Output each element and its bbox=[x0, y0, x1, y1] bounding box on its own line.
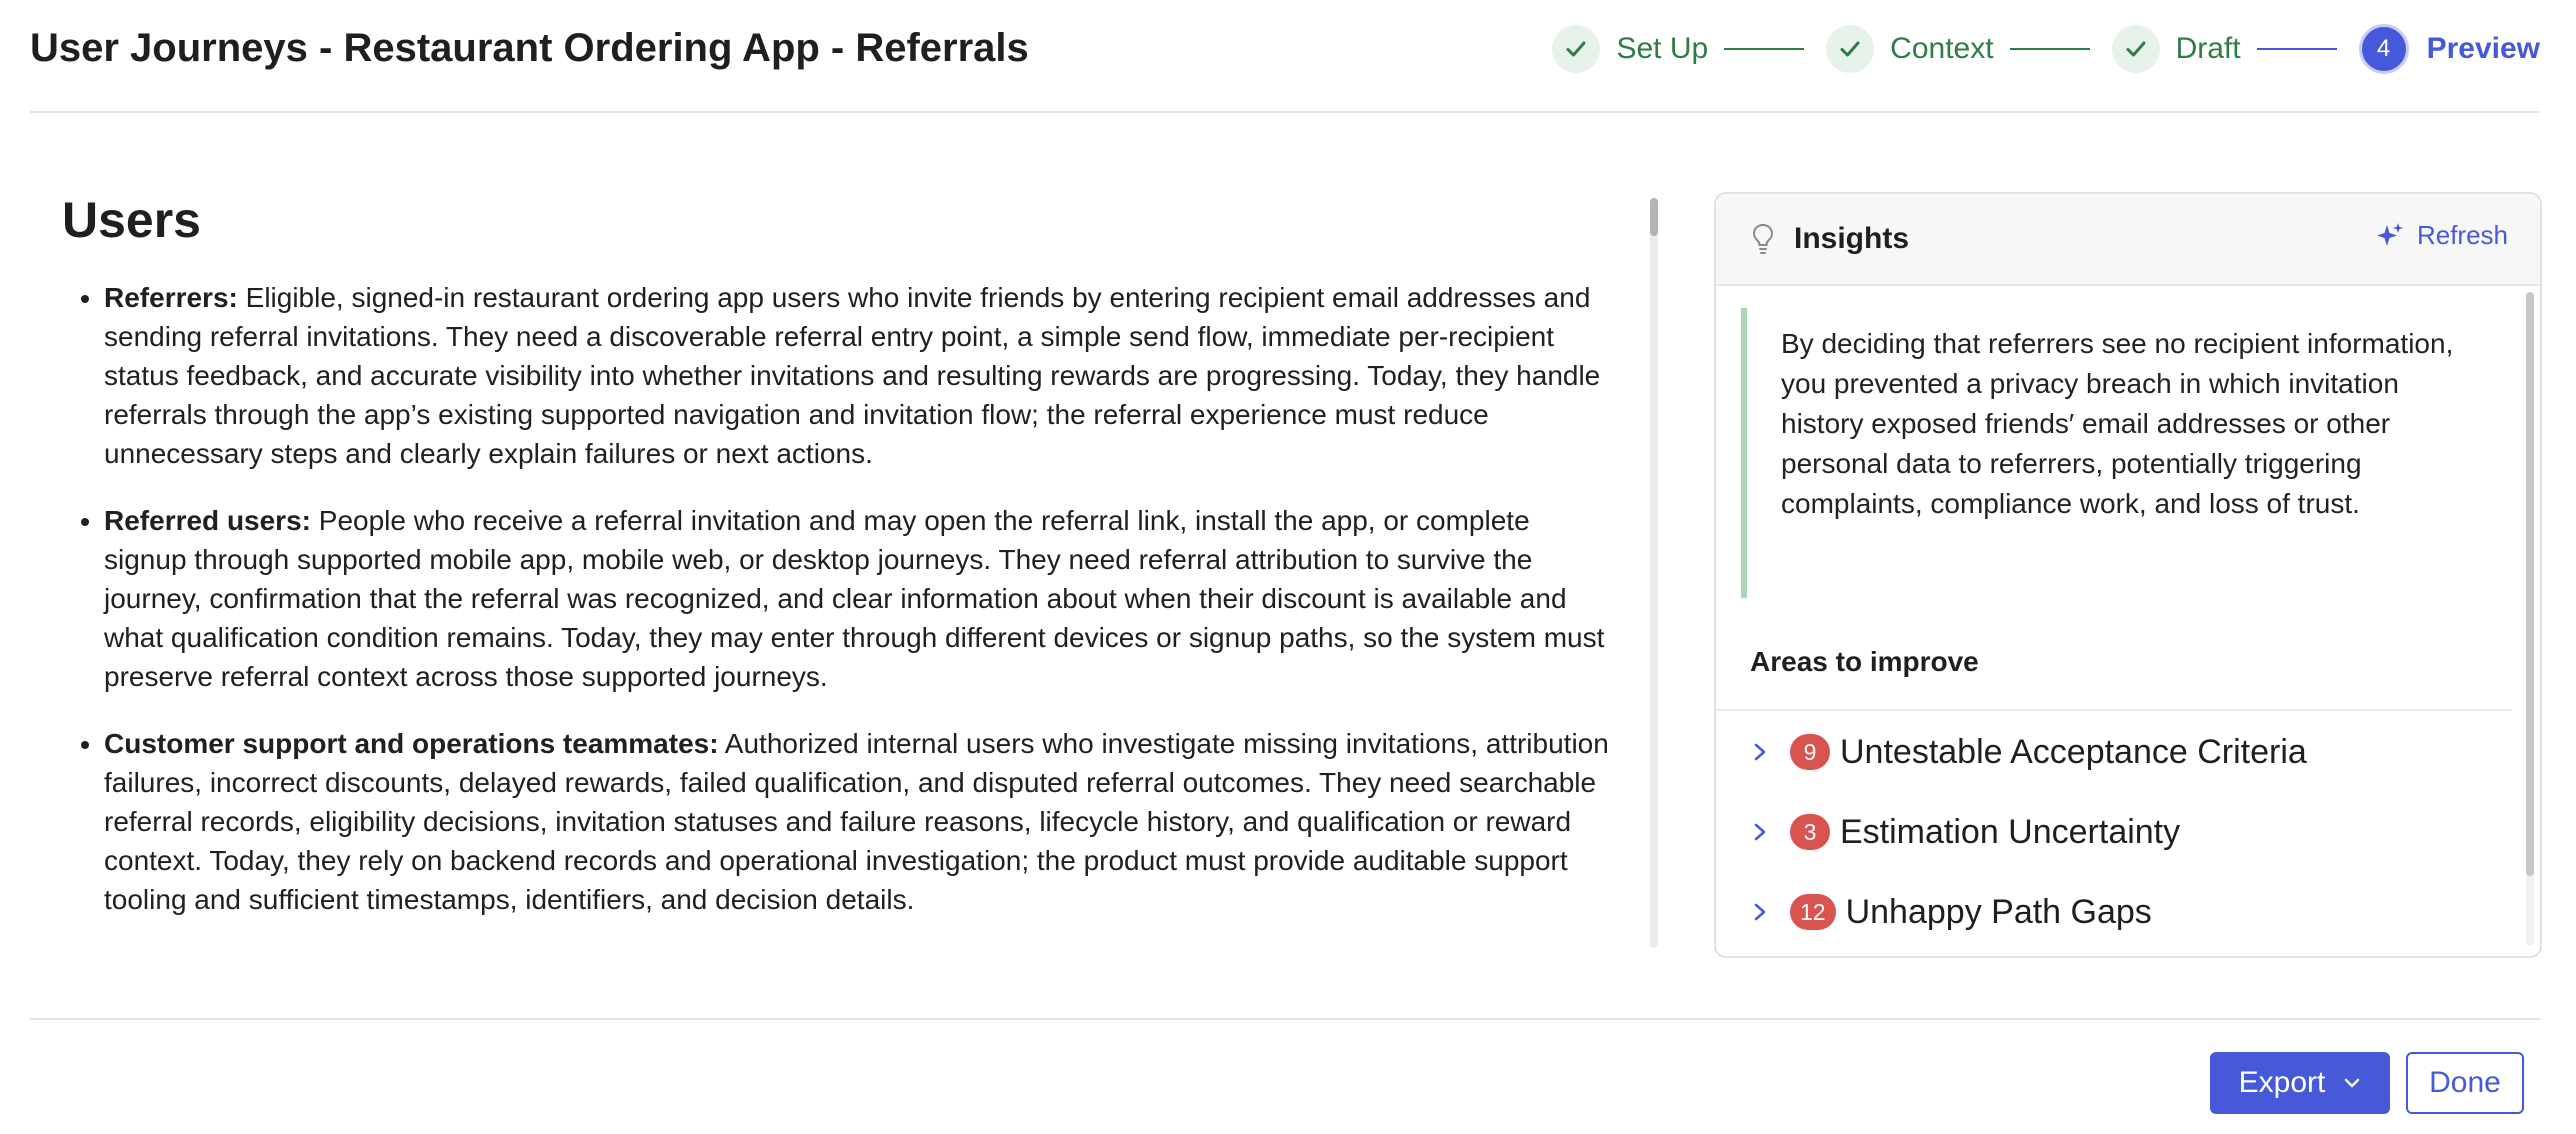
step-connector bbox=[1724, 48, 1804, 50]
document-scrollbar[interactable] bbox=[1650, 198, 1658, 948]
list-item-term: Referrers: bbox=[104, 282, 238, 313]
step-connector bbox=[2010, 48, 2090, 50]
divider bbox=[1716, 709, 2512, 711]
step-preview[interactable] bbox=[2359, 24, 2540, 74]
step-context[interactable] bbox=[1826, 25, 1993, 73]
step-set-up[interactable] bbox=[1552, 25, 1708, 73]
step-label: Preview bbox=[2426, 32, 2540, 65]
list-item bbox=[104, 278, 1617, 473]
list-item bbox=[104, 724, 1617, 919]
area-label: Untestable Acceptance Criteria bbox=[1840, 732, 2307, 771]
area-item-estimation-uncertainty[interactable] bbox=[1750, 807, 2180, 857]
scrollbar-thumb[interactable] bbox=[2526, 292, 2534, 876]
check-icon bbox=[2112, 25, 2160, 73]
area-label: Estimation Uncertainty bbox=[1840, 812, 2181, 851]
chevron-right-icon bbox=[1750, 902, 1770, 922]
lightbulb-icon bbox=[1750, 222, 1776, 256]
progress-stepper bbox=[1552, 22, 2540, 76]
section-heading: Users bbox=[62, 192, 201, 248]
list-item-term: Customer support and operations teammates: bbox=[104, 728, 719, 759]
check-icon bbox=[1826, 25, 1874, 73]
page-header bbox=[30, 0, 2540, 113]
chevron-right-icon bbox=[1750, 822, 1770, 842]
refresh-button[interactable] bbox=[2375, 220, 2508, 251]
users-list bbox=[62, 278, 1617, 919]
area-label: Unhappy Path Gaps bbox=[1845, 892, 2152, 931]
insights-header bbox=[1716, 194, 2540, 286]
insights-title: Insights bbox=[1794, 222, 1910, 255]
step-label: Set Up bbox=[1616, 32, 1709, 65]
scrollbar-thumb[interactable] bbox=[1650, 198, 1658, 236]
sparkle-icon bbox=[2375, 221, 2405, 251]
list-item-term: Referred users: bbox=[104, 505, 311, 536]
check-icon bbox=[1552, 25, 1600, 73]
insight-quote: By deciding that referrers see no recipient information, you prevented a privacy breach in which invitation history exposed friends′ email addresses or other personal data to referrers, potentially triggering complaints, compliance work, and loss of trust. bbox=[1741, 308, 2481, 598]
list-item bbox=[104, 501, 1617, 696]
step-number: 4 bbox=[2359, 24, 2409, 74]
insights-scrollbar[interactable] bbox=[2526, 292, 2534, 946]
areas-title: Areas to improve bbox=[1750, 646, 1979, 677]
count-badge: 3 bbox=[1790, 814, 1830, 850]
export-button[interactable] bbox=[2210, 1052, 2390, 1114]
done-button[interactable] bbox=[2406, 1052, 2524, 1114]
chevron-right-icon bbox=[1750, 742, 1770, 762]
page-title: User Journeys - Restaurant Ordering App - Referrals bbox=[30, 26, 1029, 70]
area-item-untestable-acceptance-criteria[interactable] bbox=[1750, 727, 2307, 777]
refresh-label: Refresh bbox=[2416, 220, 2508, 250]
step-draft[interactable] bbox=[2112, 25, 2241, 73]
step-label: Draft bbox=[2175, 32, 2241, 65]
list-item-text: People who receive a referral invitation and may open the referral link, install the app, or complete signup through supported mobile app, mobile web, or desktop journeys. They need referral attribution to survive the journey, confirmation that the referral was recognized, and clear information about when their discount is available and what qualification condition remains. Today, they may enter through different devices or signup paths, so the system must preserve referral context across those supported journeys. bbox=[104, 505, 1605, 692]
chevron-down-icon bbox=[2343, 1074, 2361, 1092]
area-item-unhappy-path-gaps[interactable] bbox=[1750, 887, 2152, 937]
list-item-text: Eligible, signed-in restaurant ordering app users who invite friends by entering recipient email addresses and sending referral invitations. They need a discoverable referral entry point, a simple send flow, immediate per-recipient status feedback, and accurate visibility into whether invitations and resulting rewards are progressing. Today, they handle referrals through the app’s existing supported navigation and invitation flow; the referral experience must reduce unnecessary steps and clearly explain failures or next actions. bbox=[104, 282, 1601, 469]
document-preview bbox=[62, 190, 1617, 947]
count-badge: 12 bbox=[1790, 894, 1836, 930]
count-badge: 9 bbox=[1790, 734, 1830, 770]
export-label: Export bbox=[2238, 1066, 2326, 1099]
insights-panel bbox=[1714, 192, 2542, 958]
step-connector bbox=[2257, 48, 2337, 50]
list-item-text: Authorized internal users who investigate missing invitations, attribution failures, incorrect discounts, delayed rewards, failed qualification, and disputed referral outcomes. They need searchable referral records, eligibility decisions, invitation statuses and failure reasons, lifecycle history, and qualification or reward context. Today, they rely on backend records and operational investigation; the product must provide auditable support tooling and sufficient timestamps, identifiers, and decision details. bbox=[104, 728, 1609, 915]
done-label: Done bbox=[2429, 1066, 2501, 1099]
footer-divider bbox=[30, 1018, 2540, 1020]
step-label: Context bbox=[1890, 32, 1994, 65]
